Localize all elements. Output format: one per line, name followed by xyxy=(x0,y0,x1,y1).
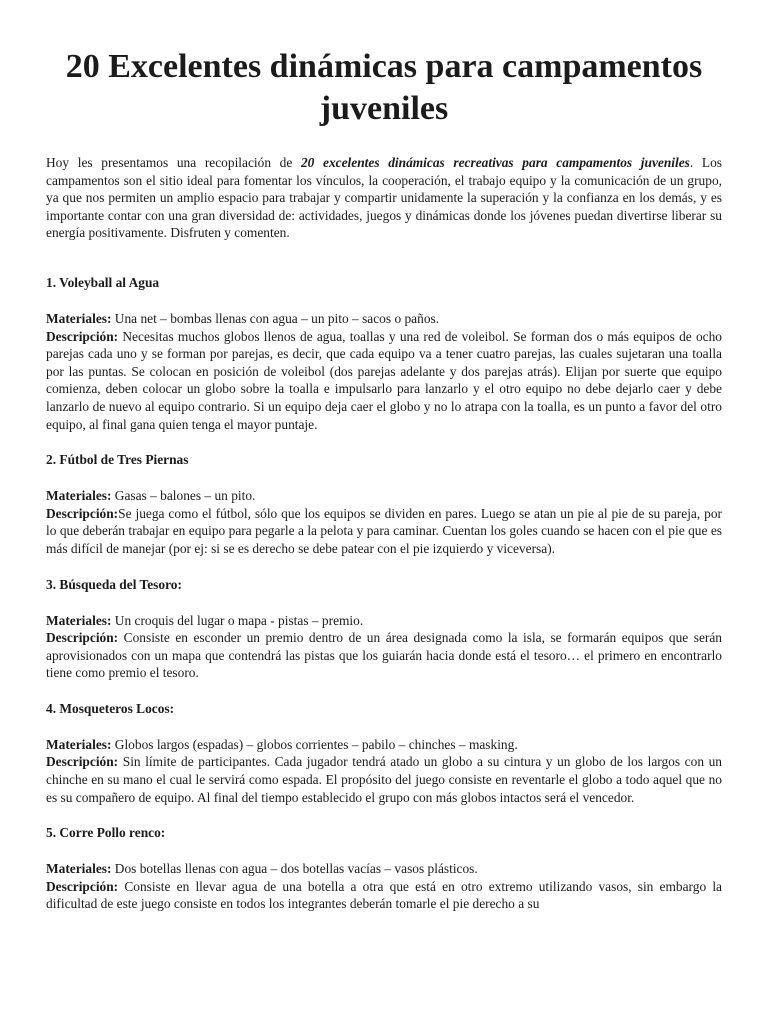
section-heading-5: 5. Corre Pollo renco: xyxy=(46,825,166,841)
intro-paragraph xyxy=(46,154,722,242)
section-4-materials xyxy=(46,736,722,754)
materials-text: Gasas – balones – un pito. xyxy=(111,488,256,504)
description-label: Descripción: xyxy=(46,505,119,521)
section-2-description xyxy=(46,505,722,558)
section-heading-4: 4. Mosqueteros Locos: xyxy=(46,700,175,716)
description-text: Consiste en esconder un premio dentro de un área designada como la isla, se formarán equipos que serán aprovisionados con un mapa que contendrá las pistas que los guiarán hacia donde está el tesoro… el primero en encontrarlo tiene como premio el tesoro. xyxy=(46,630,722,681)
materials-text: Globos largos (espadas) – globos corrientes – pabilo – chinches – masking. xyxy=(111,736,518,752)
intro-text-start: Hoy les presentamos una recopilación de xyxy=(46,155,301,170)
section-heading-3: 3. Búsqueda del Tesoro: xyxy=(46,576,182,592)
page-title: 20 Excelentes dinámicas para campamentos juveniles xyxy=(65,48,703,127)
description-text: Consiste en llevar agua de una botella a otra que está en otro extremo utilizando vasos, sin embargo la dificultad de este juego consiste en todos los integrantes deberán tomarle el pie derecho a su xyxy=(46,878,722,912)
materials-label: Materiales: xyxy=(46,861,112,877)
materials-text: Dos botellas llenas con agua – dos botellas vacías – vasos plásticos. xyxy=(111,861,478,877)
materials-label: Materiales: xyxy=(46,310,112,326)
section-5-materials xyxy=(46,860,722,878)
materials-label: Materiales: xyxy=(46,736,112,752)
section-1-materials xyxy=(46,310,722,328)
description-label: Descripción: xyxy=(46,878,119,894)
materials-text: Un croquis del lugar o mapa - pistas – premio. xyxy=(111,612,364,628)
description-label: Descripción: xyxy=(46,754,119,770)
materials-text: Una net – bombas llenas con agua – un pito – sacos o paños. xyxy=(111,310,440,326)
section-2-materials xyxy=(46,487,722,505)
intro-emphasis: 20 excelentes dinámicas recreativas para campamentos juveniles xyxy=(300,155,690,170)
section-3-description xyxy=(46,629,722,682)
description-text: Sin límite de participantes. Cada jugador tendrá atado un globo a su cintura y un globo de los largos con un chinche en su mano el cual le servirá como espada. El propósito del juego consiste en reventarle el globo a todo aquel que no es su compañero de equipo. Al final del tiempo establecido el grupo con más globos intactos será el vencedor. xyxy=(46,754,722,805)
section-4-description xyxy=(46,753,722,806)
section-heading-2: 2. Fútbol de Tres Piernas xyxy=(46,452,189,468)
section-1-description xyxy=(46,328,722,434)
intro-text-end: . Los campamentos son el sitio ideal para fomentar los vínculos, la cooperación, el trabajo equipo y la comunicación de un grupo, ya que nos permiten un amplio espacio para trabajar y compartir unidamente la superación y la confianza en los demás, y es importante contar con una gran diversidad de: actividades, juegos y dinámicas donde los jóvenes puedan divertirse liberar su energía positivamente. Disfruten y comenten. xyxy=(46,155,722,241)
materials-label: Materiales: xyxy=(46,488,112,504)
section-5-description xyxy=(46,878,722,913)
materials-label: Materiales: xyxy=(46,612,112,628)
section-3-materials xyxy=(46,612,722,630)
description-text: Se juega como el fútbol, sólo que los equipos se dividen en pares. Luego se atan un pie al pie de su pareja, por lo que deberán trabajar en equipo para pegarle a la pelota y para caminar. Cuentan los goles cuando se hacen con el pie que es más difícil de manejar (por ej: si se es derecho se debe patear con el pie izquierdo y viceversa). xyxy=(46,505,722,556)
description-label: Descripción: xyxy=(46,328,119,344)
description-label: Descripción: xyxy=(46,630,119,646)
description-text: Necesitas muchos globos llenos de agua, toallas y una red de voleibol. Se forman dos o más equipos de ocho parejas cada uno y se forman por parejas, es decir, que cada equipo va a tener cuatro parejas, las cuales sujetaran una toalla por las puntas. Se colocan en posición de voleibol (dos parejas adelante y dos parejas atrás). Elijan por suerte que equipo comienza, deben colocar un globo sobre la toalla e impulsarlo para lanzarlo y el otro equipo no debe dejarlo caer y debe lanzarlo de nuevo al equipo contrario. Si un equipo deja caer el globo y no lo atrapa con la toalla, es un punto a favor del otro equipo, al final gana quien tenga el mayor puntaje. xyxy=(46,328,722,432)
section-heading-1: 1. Voleyball al Agua xyxy=(46,274,160,290)
